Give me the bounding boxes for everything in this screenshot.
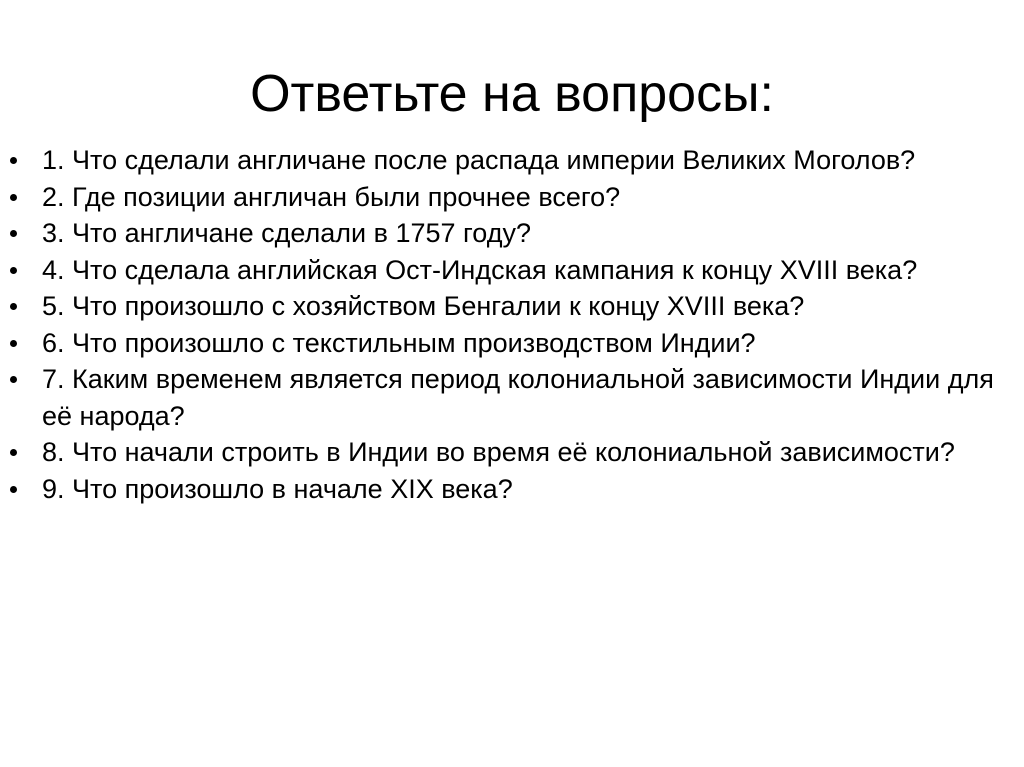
bullet-icon bbox=[10, 303, 17, 310]
question-text: 5. Что произошло с хозяйством Бенгалии к концу XVIII века? bbox=[42, 291, 805, 321]
question-text: 3. Что англичане сделали в 1757 году? bbox=[42, 218, 531, 248]
question-text: 4. Что сделала английская Ост-Индская кампания к концу XVIII века? bbox=[42, 254, 918, 285]
question-text: 8. Что начали строить в Индии во время её колониальной зависимости? bbox=[42, 437, 955, 467]
bullet-icon bbox=[10, 486, 17, 493]
question-item bbox=[0, 434, 1000, 471]
bullet-icon bbox=[10, 157, 17, 164]
question-text: 2. Где позиции англичан были прочнее всего? bbox=[42, 181, 621, 212]
question-item bbox=[0, 288, 1000, 325]
question-list bbox=[0, 142, 1000, 507]
bullet-icon bbox=[10, 230, 17, 237]
question-item bbox=[0, 361, 1000, 434]
bullet-icon bbox=[10, 340, 17, 347]
slide-title: Ответьте на вопросы: bbox=[250, 65, 774, 123]
question-item bbox=[0, 179, 1000, 216]
question-item bbox=[0, 325, 1000, 362]
question-text: 1. Что сделали англичане после распада империи Великих Моголов? bbox=[42, 145, 916, 175]
question-item bbox=[0, 142, 1000, 179]
bullet-icon bbox=[10, 376, 17, 383]
question-text: 7. Каким временем является период колониальной зависимости Индии для её народа? bbox=[42, 364, 994, 431]
question-item bbox=[0, 471, 1000, 508]
bullet-icon bbox=[10, 194, 17, 201]
bullet-icon bbox=[10, 267, 17, 274]
question-item bbox=[0, 252, 1000, 289]
bullet-icon bbox=[10, 449, 17, 456]
question-item bbox=[0, 215, 1000, 252]
question-text: 9. Что произошло в начале XIX века? bbox=[42, 473, 513, 504]
question-text: 6. Что произошло с текстильным производством Индии? bbox=[42, 327, 756, 358]
